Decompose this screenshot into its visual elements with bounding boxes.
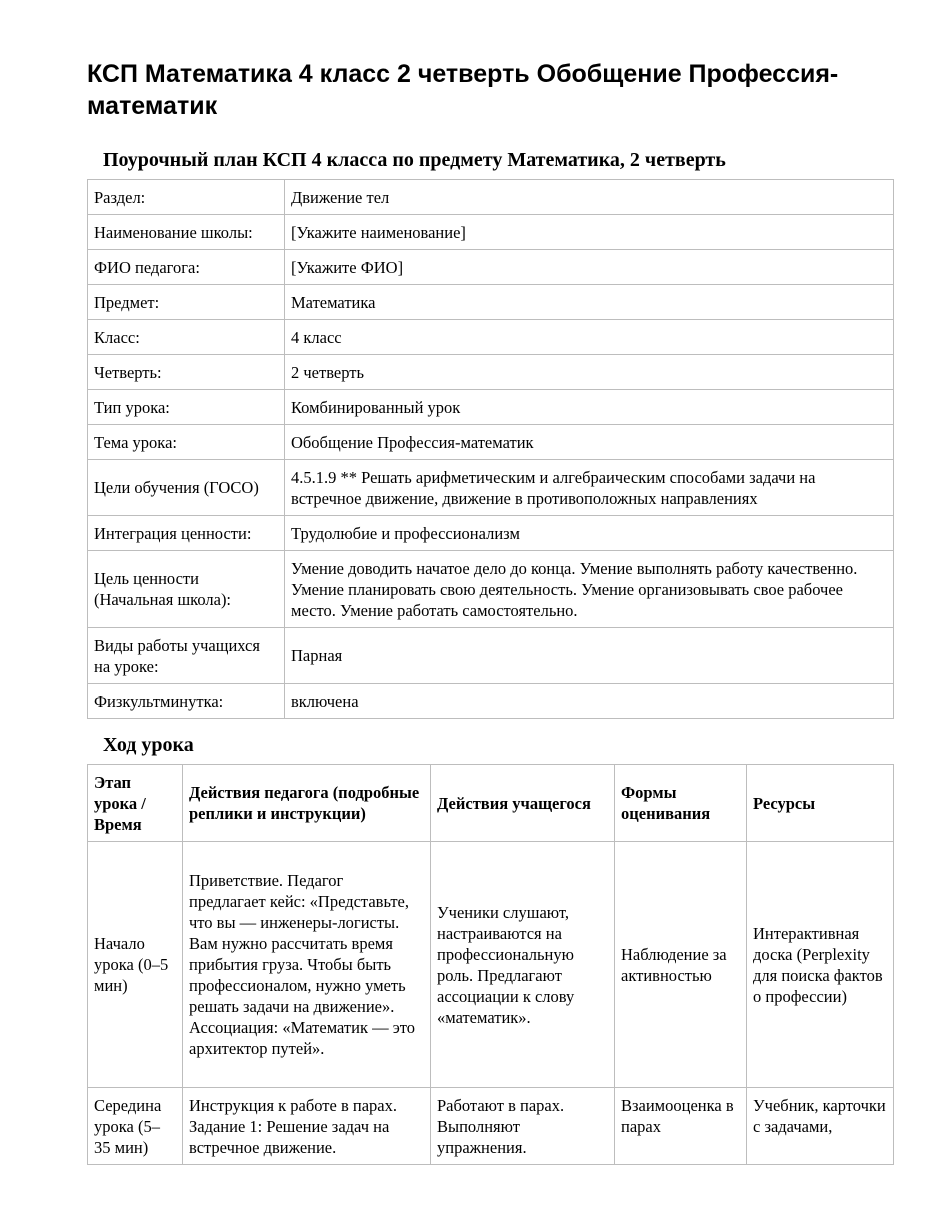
info-label: Виды работы учащихся на уроке: — [88, 628, 285, 684]
info-label: Тема урока: — [88, 425, 285, 460]
info-label: Физкультминутка: — [88, 684, 285, 719]
info-value: 2 четверть — [285, 355, 894, 390]
assessment-cell: Взаимооценка в парах — [615, 1088, 747, 1165]
assessment-cell: Наблюдение за активностью — [615, 842, 747, 1088]
stage-cell: Начало урока (0–5 мин) — [88, 842, 183, 1088]
header-stage: Этап урока / Время — [88, 765, 183, 842]
info-label: Четверть: — [88, 355, 285, 390]
resources-cell: Интерактивная доска (Perplexity для поиска фактов о профессии) — [747, 842, 894, 1088]
resources-cell: Учебник, карточки с задачами, — [747, 1088, 894, 1165]
page-title: КСП Математика 4 класс 2 четверть Обобщение Профессия-математик — [87, 60, 839, 120]
header-resources: Ресурсы — [747, 765, 894, 842]
info-value: включена — [285, 684, 894, 719]
info-value: Обобщение Профессия-математик — [285, 425, 894, 460]
info-label: Раздел: — [88, 180, 285, 215]
header-teacher: Действия педагога (подробные реплики и инструкции) — [183, 765, 431, 842]
stage-cell: Середина урока (5–35 мин) — [88, 1088, 183, 1165]
info-value: 4 класс — [285, 320, 894, 355]
student-cell: Работают в парах. Выполняют упражнения. — [431, 1088, 615, 1165]
info-label: Интеграция ценности: — [88, 516, 285, 551]
info-value: Комбинированный урок — [285, 390, 894, 425]
info-label: Предмет: — [88, 285, 285, 320]
info-label: Цели обучения (ГОСО) — [88, 460, 285, 516]
header-assessment: Формы оценивания — [615, 765, 747, 842]
student-cell: Ученики слушают, настраиваются на профессиональную роль. Предлагают ассоциации к слову «математик». — [431, 842, 615, 1088]
lesson-heading: Ход урока — [103, 734, 194, 756]
table-row — [88, 1088, 894, 1165]
header-student: Действия учащегося — [431, 765, 615, 842]
info-label: Наименование школы: — [88, 215, 285, 250]
info-value: Трудолюбие и профессионализм — [285, 516, 894, 551]
lesson-progress-table — [87, 764, 894, 1165]
table-header-row — [88, 765, 894, 842]
info-value: 4.5.1.9 ** Решать арифметическим и алгебраическим способами задачи на встречное движение, движение в противоположных направлениях — [285, 460, 894, 516]
info-label: Тип урока: — [88, 390, 285, 425]
teacher-cell: Приветствие. Педагог предлагает кейс: «Представьте, что вы — инженеры-логисты. Вам нужно рассчитать время прибытия груза. Чтобы быть профессионалом, нужно уметь решать задачи на движение». Ассоциация: «Математик — это архитектор путей». — [183, 842, 431, 1088]
info-value: Математика — [285, 285, 894, 320]
info-label: Цель ценности (Начальная школа): — [88, 551, 285, 628]
info-value: Движение тел — [285, 180, 894, 215]
info-label: Класс: — [88, 320, 285, 355]
plan-heading: Поурочный план КСП 4 класса по предмету Математика, 2 четверть — [103, 149, 726, 171]
info-value: Умение доводить начатое дело до конца. Умение выполнять работу качественно. Умение планировать свою деятельность. Умение организовывать свое рабочее место. Умение работать самостоятельно. — [285, 551, 894, 628]
teacher-cell: Инструкция к работе в парах. Задание 1: Решение задач на встречное движение. — [183, 1088, 431, 1165]
table-row — [88, 842, 894, 1088]
info-label: ФИО педагога: — [88, 250, 285, 285]
info-value: Парная — [285, 628, 894, 684]
info-value: [Укажите ФИО] — [285, 250, 894, 285]
info-value: [Укажите наименование] — [285, 215, 894, 250]
